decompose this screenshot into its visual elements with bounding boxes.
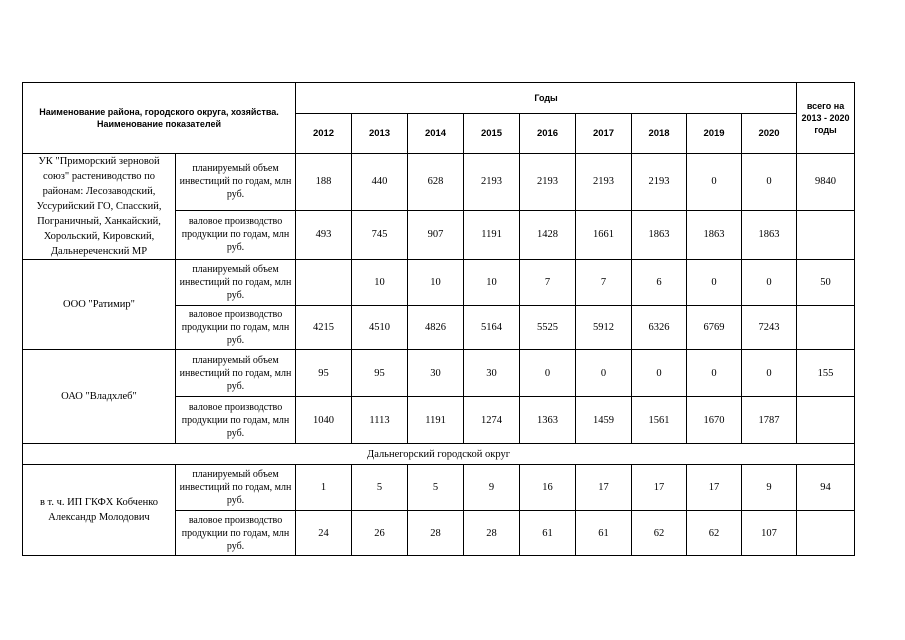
year-header: 2020: [742, 114, 797, 154]
value-cell: 1670: [687, 397, 742, 444]
value-cell: 907: [408, 210, 464, 259]
year-header: 2016: [520, 114, 576, 154]
section-row: [23, 444, 855, 465]
value-cell: 5: [352, 465, 408, 511]
year-header: 2012: [296, 114, 352, 154]
total-cell: [797, 397, 855, 444]
total-column-header: всего на 2013 - 2020 годы: [797, 83, 855, 154]
value-cell: 5912: [576, 306, 632, 350]
value-cell: 95: [352, 350, 408, 397]
indicator-label: планируемый объем инвестиций по годам, млн руб.: [176, 154, 296, 211]
table-row: [23, 154, 855, 211]
value-cell: 4215: [296, 306, 352, 350]
value-cell: 61: [576, 511, 632, 556]
name-column-header: Наименование района, городского округа, хозяйства. Наименование показателей: [23, 83, 296, 154]
value-cell: 1: [296, 465, 352, 511]
value-cell: 0: [742, 154, 797, 211]
entity-name: УК "Приморский зерновой союз" растениводство по районам: Лесозаводский, Уссурийский ГО, Спасский, Пограничный, Ханкайский, Хорольский, Кировский, Дальнереченский МР: [23, 154, 176, 260]
value-cell: 7: [520, 260, 576, 306]
value-cell: 16: [520, 465, 576, 511]
indicator-label: валовое производство продукции по годам, млн руб.: [176, 210, 296, 259]
value-cell: 7: [576, 260, 632, 306]
value-cell: 1787: [742, 397, 797, 444]
total-cell: [797, 511, 855, 556]
value-cell: 440: [352, 154, 408, 211]
table-body: [23, 154, 855, 556]
value-cell: 1274: [464, 397, 520, 444]
value-cell: 10: [352, 260, 408, 306]
value-cell: 24: [296, 511, 352, 556]
value-cell: 493: [296, 210, 352, 259]
value-cell: 1363: [520, 397, 576, 444]
value-cell: 0: [742, 350, 797, 397]
value-cell: 17: [632, 465, 687, 511]
value-cell: 1863: [742, 210, 797, 259]
value-cell: 2193: [520, 154, 576, 211]
year-header: 2018: [632, 114, 687, 154]
entity-name: в т. ч. ИП ГКФХ Кобченко Александр Молодович: [23, 465, 176, 556]
value-cell: 0: [742, 260, 797, 306]
value-cell: 2193: [632, 154, 687, 211]
indicator-label: планируемый объем инвестиций по годам, млн руб.: [176, 465, 296, 511]
value-cell: 188: [296, 154, 352, 211]
value-cell: 2193: [576, 154, 632, 211]
table-row: [23, 350, 855, 397]
value-cell: 28: [408, 511, 464, 556]
value-cell: 26: [352, 511, 408, 556]
value-cell: 62: [687, 511, 742, 556]
indicator-label: валовое производство продукции по годам, млн руб.: [176, 306, 296, 350]
value-cell: 1561: [632, 397, 687, 444]
value-cell: 0: [687, 350, 742, 397]
value-cell: 0: [687, 260, 742, 306]
year-header: 2017: [576, 114, 632, 154]
year-header: 2013: [352, 114, 408, 154]
value-cell: 2193: [464, 154, 520, 211]
value-cell: 4826: [408, 306, 464, 350]
table-row: [23, 465, 855, 511]
value-cell: 1863: [687, 210, 742, 259]
value-cell: 6: [632, 260, 687, 306]
value-cell: 1661: [576, 210, 632, 259]
entity-name: ООО "Ратимир": [23, 260, 176, 350]
value-cell: 0: [687, 154, 742, 211]
value-cell: 1428: [520, 210, 576, 259]
value-cell: 62: [632, 511, 687, 556]
entity-name: ОАО "Владхлеб": [23, 350, 176, 444]
value-cell: 4510: [352, 306, 408, 350]
value-cell: 17: [687, 465, 742, 511]
value-cell: 745: [352, 210, 408, 259]
value-cell: 7243: [742, 306, 797, 350]
section-title: Дальнегорский городской округ: [23, 444, 855, 465]
value-cell: 5164: [464, 306, 520, 350]
value-cell: 30: [464, 350, 520, 397]
value-cell: 9: [464, 465, 520, 511]
value-cell: 61: [520, 511, 576, 556]
value-cell: 28: [464, 511, 520, 556]
value-cell: 6769: [687, 306, 742, 350]
total-cell: [797, 306, 855, 350]
value-cell: 17: [576, 465, 632, 511]
investment-table: [22, 82, 855, 556]
value-cell: 107: [742, 511, 797, 556]
value-cell: 0: [520, 350, 576, 397]
value-cell: 10: [464, 260, 520, 306]
value-cell: 1113: [352, 397, 408, 444]
indicator-label: валовое производство продукции по годам, млн руб.: [176, 397, 296, 444]
total-cell: [797, 210, 855, 259]
total-cell: 9840: [797, 154, 855, 211]
value-cell: 1863: [632, 210, 687, 259]
table-row: [23, 260, 855, 306]
years-header: Годы: [296, 83, 797, 114]
value-cell: 10: [408, 260, 464, 306]
year-header: 2015: [464, 114, 520, 154]
value-cell: 1040: [296, 397, 352, 444]
indicator-label: планируемый объем инвестиций по годам, млн руб.: [176, 260, 296, 306]
value-cell: 6326: [632, 306, 687, 350]
value-cell: 9: [742, 465, 797, 511]
value-cell: 5525: [520, 306, 576, 350]
year-header: 2019: [687, 114, 742, 154]
value-cell: 1459: [576, 397, 632, 444]
value-cell: 1191: [464, 210, 520, 259]
table-header: [23, 83, 855, 154]
year-header: 2014: [408, 114, 464, 154]
total-cell: 155: [797, 350, 855, 397]
indicator-label: планируемый объем инвестиций по годам, млн руб.: [176, 350, 296, 397]
value-cell: 1191: [408, 397, 464, 444]
value-cell: 0: [576, 350, 632, 397]
value-cell: 5: [408, 465, 464, 511]
value-cell: [296, 260, 352, 306]
total-cell: 94: [797, 465, 855, 511]
total-cell: 50: [797, 260, 855, 306]
value-cell: 0: [632, 350, 687, 397]
indicator-label: валовое производство продукции по годам, млн руб.: [176, 511, 296, 556]
value-cell: 628: [408, 154, 464, 211]
value-cell: 95: [296, 350, 352, 397]
value-cell: 30: [408, 350, 464, 397]
